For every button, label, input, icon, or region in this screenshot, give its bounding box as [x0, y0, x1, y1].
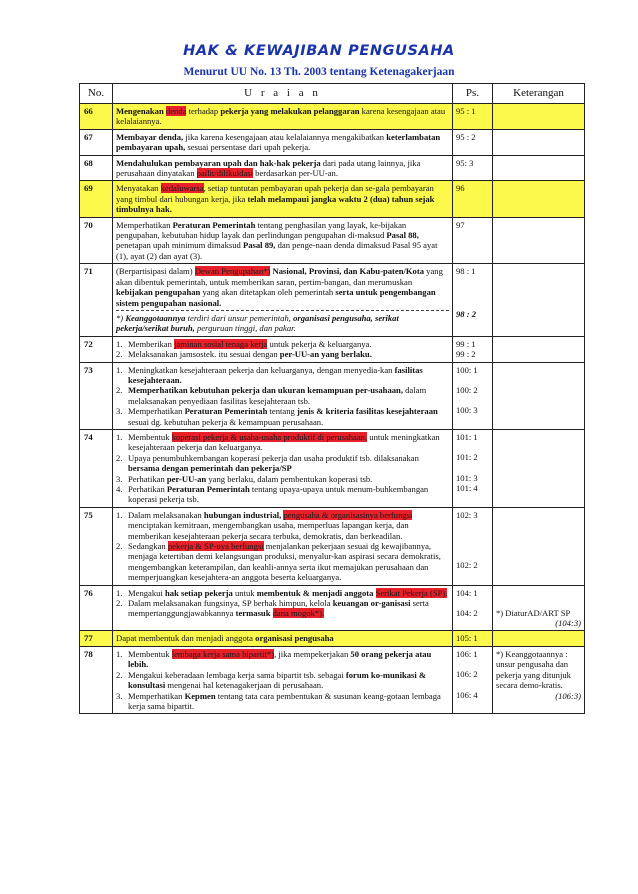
article-ref: 101: 2	[456, 452, 478, 463]
table-row	[80, 429, 585, 507]
text-segment: sesuai persentase dari upah pekerja.	[185, 142, 311, 153]
list-item: 2. Dalam melaksanakan fungsinya, SP berhak himpun, kelola keuangan or-ganisasi serta mempertanggungjawabkannya termasuk dana mogok*).	[116, 598, 429, 619]
list-item: 2. Mengakui keberadaan lembaga kerja sama bipartit tsb. sebagai forum ko-munikasi & konsultasi mengenai hal ketenagakerjaan di perusahaan.	[116, 669, 427, 691]
text-segment: yang akan dibentuk pemerintah, untuk memberikan saran, pertim-bangan, dan merumuskan	[116, 266, 443, 287]
text-segment: tentang penghasilan yang layak, ke-bijakan pengupahan, kebutuhan hidup layak dan perlindungan pengupahan di-maksud	[116, 219, 407, 241]
highlight: lembaga kerja sama bipartit*)	[171, 648, 275, 659]
page-subtitle: Menurut UU No. 13 Th. 2003 tentang Ketenagakerjaan	[183, 66, 455, 78]
article-ref: 99 : 2	[456, 349, 476, 360]
article-ref: 104: 2	[456, 608, 478, 619]
table-row	[80, 585, 585, 631]
list-item: 3. Perhatikan per-UU-an yang berlaku, dalam pembentukan koperasi tsb.	[116, 473, 373, 484]
text-segment: 50 orang pekerja atau lebih.	[128, 648, 432, 670]
row-note	[493, 585, 585, 631]
highlight: koperasi pekerja & usaha-usaha produktif di perusahaan,	[171, 431, 368, 442]
text-segment: organisasi pengusaha, serikat pekerja/serikat buruh,	[116, 312, 399, 334]
table-row	[80, 507, 585, 585]
text-segment: termasuk	[235, 608, 273, 619]
row-article: 97	[453, 217, 493, 264]
row-note	[493, 155, 585, 181]
text-segment: menciptakan kemitraan, mengembangkan usaha, memperluas lapangan kerja, dan memberikan kesejahteraan pekerja secara terbuka, demokratis, dan berkeadilan.	[128, 520, 409, 541]
page-title: HAK & KEWAJIBAN PENGUSAHA	[183, 43, 455, 59]
text-segment: tentang tata cara pembentukan & susunan keang-gotaan lembaga kerja sama bipartit.	[128, 690, 441, 711]
text-segment: Menyatakan	[116, 183, 161, 194]
text-segment: terhadap	[186, 106, 221, 116]
row-number: 70	[80, 217, 113, 264]
row-note	[493, 217, 585, 264]
text-segment: yang akan ditetapkan oleh pemerintah	[200, 287, 336, 298]
text-segment: tentang upaya-upaya untuk menum-buhkembangan koperasi pekerja tsb.	[128, 484, 429, 505]
highlight: pailit/dilikuidasi	[196, 168, 253, 179]
table-row	[80, 646, 585, 713]
text-segment: keuangan or-ganisasi	[332, 598, 411, 609]
text-segment: Upaya penumbuhkembangan koperasi pekerja dan usaha produktif tsb. dilaksanakan	[128, 452, 419, 463]
text-segment: Sedangkan	[128, 541, 168, 552]
row-article	[453, 264, 493, 336]
text-segment: Memberikan	[128, 338, 175, 349]
list-item: 2. Upaya penumbuhkembangan koperasi pekerja dan usaha produktif tsb. dilaksanakan bersama dengan pemerintah dan pekerja/SP	[116, 452, 419, 474]
text-segment: Meningkatkan kesejahteraan pekerja dan keluarganya, dengan menyedia-kan	[128, 364, 395, 375]
text-segment: pekerja yang melakukan pelanggaran	[220, 106, 360, 116]
text-segment: yang berlaku, dalam pembentukan koperasi tsb.	[206, 473, 373, 484]
text-segment: Pasal 88,	[386, 230, 419, 241]
row-note	[493, 129, 585, 155]
text-segment: untuk meningkatkan kesejahteraan pekerja dan keluarganya.	[128, 431, 440, 453]
text-segment: serta untuk pengembangan sistem pengupahan nasional.	[116, 287, 436, 308]
table-row	[80, 155, 585, 181]
row-description	[113, 264, 453, 336]
text-segment: per-UU-an	[166, 473, 207, 484]
row-note	[493, 507, 585, 585]
article-ref: 98 : 2	[456, 308, 477, 319]
text-segment: Dalam melaksanakan fungsinya, SP berhak himpun, kelola	[128, 598, 333, 609]
header-keterangan: Keterangan	[493, 84, 585, 104]
row-description	[113, 631, 453, 646]
text-segment: Mengenakan	[116, 106, 166, 116]
list-item: 1. Memberikan jaminan sosial tenaga kerja untuk pekerja & keluarganya.	[116, 338, 372, 349]
table-row	[80, 631, 585, 646]
row-number: 76	[80, 585, 113, 631]
rights-obligations-table	[79, 83, 585, 714]
table-row	[80, 129, 585, 155]
article-ref: 102: 3	[456, 509, 478, 520]
table-header-row	[80, 84, 585, 104]
text-segment: forum ko-munikasi & konsultasi	[128, 669, 427, 691]
row-number: 71	[80, 264, 113, 336]
article-ref: 101: 4	[456, 483, 478, 494]
table-row	[80, 181, 585, 217]
header-uraian: U r a i a n	[113, 84, 453, 104]
article-ref: 106: 4	[456, 689, 478, 700]
row-note	[493, 631, 585, 646]
note-text: *) Keanggotaannya : unsur pengusaha dan pekerja yang ditunjuk secara demo-kratis.	[496, 648, 571, 691]
text-segment: Membentuk	[128, 648, 172, 659]
text-segment: Melaksanakan jamsostek. itu sesuai dengan	[128, 349, 280, 360]
row-article	[453, 646, 493, 713]
row-description	[113, 181, 453, 217]
text-segment: Mengakui	[128, 587, 165, 598]
row-number: 77	[80, 631, 113, 646]
text-segment: organisasi pengusaha	[255, 633, 334, 644]
text-segment: Kepmen	[184, 690, 216, 701]
table-row	[80, 362, 585, 429]
highlight: denda	[165, 106, 187, 116]
text-segment: terdiri dari unsur pemerintah,	[185, 312, 294, 323]
text-segment: Perhatikan	[128, 484, 167, 494]
article-ref: 100: 1	[456, 364, 478, 375]
text-segment: (Berpartisipasi dalam)	[116, 266, 195, 277]
text-segment: , jika mempekerjakan	[274, 648, 351, 659]
row-article: 95 : 1	[453, 104, 493, 130]
highlight: pekerja & SP-nya berfungsi	[167, 541, 264, 552]
text-segment: dan penge-naan denda dimaksud Pasal 95 ayat (1), ayat (2) dan ayat (3).	[116, 240, 438, 261]
row-description	[113, 646, 453, 713]
text-segment: menjalankan pekerjaan sesuai dg kewajibannya, menjaga ketertiban demi kelangsungan produksi, menyalur-kan aspirasi secara demokratis, mengembangkan keterampilan, dan keahli-annya serta ikut memajukan perusahaan dan memperjuangkan kesejahtera-an anggota beserta keluarganya.	[128, 541, 441, 583]
article-ref: 101: 3	[456, 472, 478, 483]
text-segment: karena kesengajaan atau kelalaiannya.	[116, 106, 446, 127]
row-note	[493, 646, 585, 713]
list-item: 1. Membentuk lembaga kerja sama bipartit*), jika mempekerjakan 50 orang pekerja atau lebih.	[116, 648, 432, 670]
text-segment: bersama dengan pemerintah dan pekerja/SP	[128, 463, 292, 474]
table-row	[80, 104, 585, 130]
article-ref: 100: 2	[456, 384, 478, 395]
row-article	[453, 362, 493, 429]
footnote	[116, 310, 449, 334]
row-description	[113, 217, 453, 264]
text-segment: Dalam melaksanakan	[128, 509, 204, 520]
text-segment: penetapan upah minimum dimaksud	[116, 240, 243, 251]
text-segment: telah melampaui jangka waktu 2 (dua) tahun sejak timbulnya hak.	[116, 193, 435, 215]
row-article	[453, 507, 493, 585]
text-segment: Memperhatikan	[128, 690, 185, 701]
text-segment: berdasarkan per-UU-an.	[253, 168, 339, 179]
highlight: kedaluwarsa	[160, 183, 204, 194]
text-segment: Mendahulukan pembayaran upah dan hak-hak pekerja	[116, 157, 321, 168]
row-number: 78	[80, 646, 113, 713]
row-description	[113, 155, 453, 181]
row-note	[493, 362, 585, 429]
row-article	[453, 429, 493, 507]
text-segment: dari pada utang lainnya, jika perusahaan dinyatakan	[116, 157, 421, 179]
article-ref: 101: 1	[456, 431, 478, 442]
text-segment: Memperhatikan kebutuhan pekerja dan ukuran kemampuan per-usahaan,	[128, 385, 403, 396]
list-item: 1. Dalam melaksanakan hubungan industrial, pengusaha & organisasinya berfungsi menciptakan kemitraan, mengembangkan usaha, memperluas lapangan kerja, dan memberikan kesejahteraan pekerja secara terbuka, demokratis, dan berkeadilan.	[116, 509, 413, 541]
row-number: 69	[80, 181, 113, 217]
text-segment: Membayar denda,	[116, 131, 184, 142]
text-segment: hak setiap pekerja	[165, 587, 233, 598]
list-item: 1. Mengakui hak setiap pekerja untuk membentuk & menjadi anggota Serikat Pekerja (SP).	[116, 587, 448, 598]
header-ps: Ps.	[453, 84, 493, 104]
text-segment: Mengakui keberadaan lembaga kerja sama bipartit tsb. sebagai	[128, 669, 346, 680]
text-segment: membentuk & menjadi anggota	[256, 587, 376, 598]
row-description	[113, 362, 453, 429]
row-description	[113, 104, 453, 130]
row-number: 74	[80, 429, 113, 507]
text-segment: Peraturan Pemerintah	[172, 219, 256, 230]
article-ref: 99 : 1	[456, 338, 476, 349]
note-text: *) DiaturAD/ART SP	[496, 607, 571, 618]
article-ref: 106: 1	[456, 648, 478, 659]
article-ref: 102: 2	[456, 560, 478, 571]
text-segment: dalam melaksanakan penyediaan fasilitas kesejahteraan tsb.	[128, 385, 427, 406]
text-segment: Perhatikan	[128, 473, 167, 484]
text-segment: serta mempertanggungjawabkannya	[128, 598, 429, 619]
text-segment: Memperhatikan	[116, 219, 173, 230]
article-ref: 106: 2	[456, 669, 478, 680]
list-item: 2. Memperhatikan kebutuhan pekerja dan ukuran kemampuan per-usahaan, dalam melaksanakan penyediaan fasilitas kesejahteraan tsb.	[116, 385, 427, 406]
text-segment: hubungan industrial,	[203, 509, 284, 520]
row-note	[493, 181, 585, 217]
text-segment: Pasal 89,	[242, 240, 276, 251]
table-row	[80, 336, 585, 362]
text-segment: perguruan tinggi, dan pakar.	[194, 323, 296, 334]
list-item: 4. Perhatikan Peraturan Pemerintah tentang upaya-upaya untuk menum-buhkembangan koperasi pekerja tsb.	[116, 484, 429, 505]
row-note	[493, 429, 585, 507]
row-note	[493, 336, 585, 362]
text-segment: Nasional, Provinsi, dan Kabu-paten/Kota	[270, 266, 425, 277]
row-description	[113, 429, 453, 507]
note-ref: (106:3)	[555, 690, 581, 701]
highlight: jaminan sosial tenaga kerja	[174, 338, 268, 349]
row-note	[493, 264, 585, 336]
text-segment: Keanggotaannya	[125, 312, 186, 323]
row-number: 75	[80, 507, 113, 585]
text-segment: fasilitas kesejahteraan.	[128, 364, 423, 385]
text-segment: *)	[116, 312, 126, 323]
row-description	[113, 129, 453, 155]
row-number: 67	[80, 129, 113, 155]
text-segment: Memperhatikan	[128, 406, 185, 417]
table-row	[80, 217, 585, 264]
row-number: 72	[80, 336, 113, 362]
row-article: 95: 3	[453, 155, 493, 181]
row-article: 95 : 2	[453, 129, 493, 155]
row-number: 66	[80, 104, 113, 130]
row-description	[113, 585, 453, 631]
row-article: 105: 1	[453, 631, 493, 646]
list-item: 1. Membentuk koperasi pekerja & usaha-usaha produktif di perusahaan, untuk meningkatkan kesejahteraan pekerja dan keluarganya.	[116, 431, 440, 453]
text-segment: Peraturan Pemerintah	[166, 484, 250, 494]
text-segment: Membentuk	[128, 431, 172, 442]
header-no: No.	[80, 84, 113, 104]
text-segment: tentang	[267, 406, 297, 417]
list-item: 3. Memperhatikan Peraturan Pemerintah tentang jenis & kriteria fasilitas kesejahteraan sesuai dg. kebutuhan pekerja & kemampuan perusahaan.	[116, 406, 438, 427]
text-segment: Dapat membentuk dan menjadi anggota	[116, 633, 256, 644]
article-ref: 104: 1	[456, 587, 478, 598]
list-item: 1. Meningkatkan kesejahteraan pekerja dan keluarganya, dengan menyedia-kan fasilitas kesejahteraan.	[116, 364, 423, 385]
article-ref: 98 : 1	[456, 266, 476, 277]
text-segment: jenis & kriteria fasilitas kesejahteraan	[296, 406, 438, 417]
text-segment: mengenai hal ketenagakerjaan di perusahaan.	[165, 680, 324, 691]
text-segment: keterlambatan pembayaran upah,	[116, 131, 441, 153]
text-segment: kebijakan pengupahan	[116, 287, 201, 298]
row-description	[113, 336, 453, 362]
highlight: dana mogok*).	[272, 608, 325, 619]
text-segment: untuk pekerja & keluarganya.	[267, 338, 372, 349]
text-segment: jika karena kesengajaan atau kelalaiannya mengakibatkan	[183, 131, 387, 142]
text-segment: untuk	[232, 587, 257, 598]
article-ref: 100: 3	[456, 405, 478, 416]
row-note	[493, 104, 585, 130]
row-description	[113, 507, 453, 585]
text-segment: , setiap tuntutan pembayaran upah pekerja dan se-gala pembayaran yang timbul dari hubungan kerja, jika	[116, 183, 434, 204]
text-segment: per-UU-an yang berlaku.	[279, 349, 372, 360]
row-number: 68	[80, 155, 113, 181]
table-row	[80, 264, 585, 336]
row-number: 73	[80, 362, 113, 429]
highlight: Dewan Pengupahan*)	[194, 266, 271, 277]
row-article: 96	[453, 181, 493, 217]
text-segment: Peraturan Pemerintah	[184, 406, 268, 417]
text-segment: sesuai dg. kebutuhan pekerja & kemampuan perusahaan.	[128, 416, 324, 427]
list-item: 2. Melaksanakan jamsostek. itu sesuai dengan per-UU-an yang berlaku.	[116, 349, 372, 360]
list-item: 2. Sedangkan pekerja & SP-nya berfungsi menjalankan pekerjaan sesuai dg kewajibannya, menjaga ketertiban demi kelangsungan produksi, menyalur-kan aspirasi secara demokratis, mengembangkan keterampilan, dan keahli-annya serta ikut memajukan perusahaan dan memperjuangkan kesejahtera-an anggota beserta keluarganya.	[116, 541, 441, 583]
row-article	[453, 336, 493, 362]
highlight: Serikat Pekerja (SP).	[375, 587, 448, 598]
list-item: 3. Memperhatikan Kepmen tentang tata cara pembentukan & susunan keang-gotaan lembaga kerja sama bipartit.	[116, 690, 441, 711]
note-ref: (104:3)	[555, 618, 581, 629]
highlight: pengusaha & organisasinya berfungsi	[283, 509, 413, 520]
row-article	[453, 585, 493, 631]
